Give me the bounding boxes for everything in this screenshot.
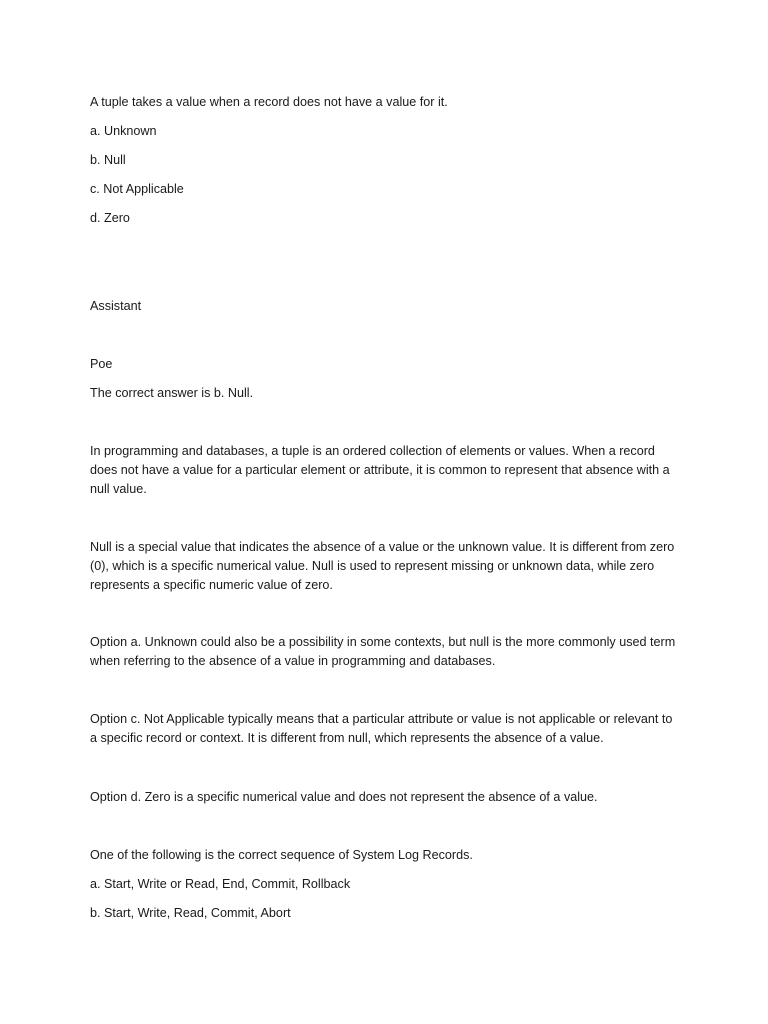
question-1-option-d: d. Zero <box>90 211 130 225</box>
answer-paragraph-1: In programming and databases, a tuple is an ordered collection of elements or values. When a record does not have a value for a particular element or attribute, it is common to represent that absence with a null value. <box>90 444 670 496</box>
answer-paragraph-3: Option a. Unknown could also be a possibility in some contexts, but null is the more commonly used term when referring to the absence of a value in programming and databases. <box>90 635 676 668</box>
question-1-option-c: c. Not Applicable <box>90 182 184 196</box>
answer-paragraph-4: Option c. Not Applicable typically means that a particular attribute or value is not applicable or relevant to a specific record or context. It is different from null, which represents the absence of a value. <box>90 712 673 745</box>
question-1-text: A tuple takes a value when a record does not have a value for it. <box>90 95 448 109</box>
question-2-option-a: a. Start, Write or Read, End, Commit, Rollback <box>90 877 351 891</box>
answer-lead: The correct answer is b. Null. <box>90 386 254 400</box>
question-1-option-a: a. Unknown <box>90 124 157 138</box>
question-1-option-b: b. Null <box>90 153 126 167</box>
bot-name: Poe <box>90 357 113 371</box>
question-2-option-b: b. Start, Write, Read, Commit, Abort <box>90 906 291 920</box>
question-2-text: One of the following is the correct sequence of System Log Records. <box>90 848 473 862</box>
speaker-label: Assistant <box>90 299 142 313</box>
answer-paragraph-5: Option d. Zero is a specific numerical value and does not represent the absence of a value. <box>90 790 598 804</box>
answer-paragraph-2: Null is a special value that indicates the absence of a value or the unknown value. It is different from zero (0), which is a specific numerical value. Null is used to represent missing or unknown data, while zero represents a specific numeric value of zero. <box>90 540 675 592</box>
